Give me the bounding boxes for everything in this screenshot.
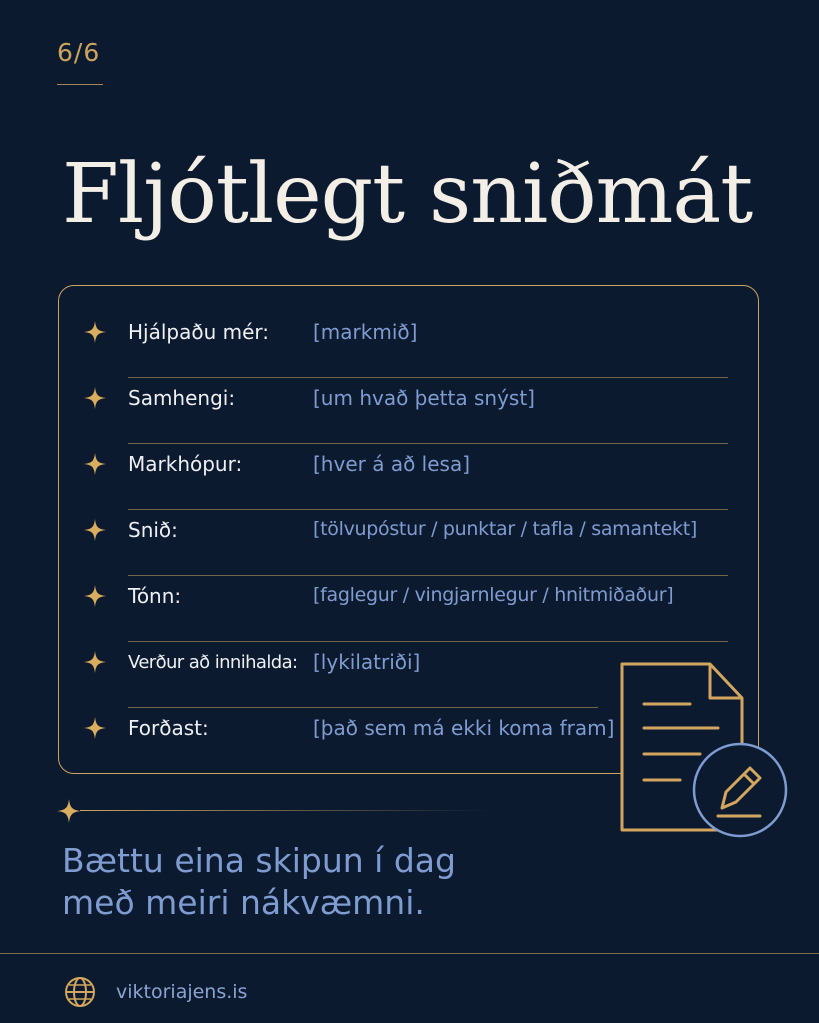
template-row-context [59,366,759,432]
sparkle-icon [83,386,107,410]
row-placeholder: [faglegur / vingjarnlegur / hnitmiðaður] [313,584,674,606]
document-edit-icon [618,662,790,842]
row-label: Forðast: [128,716,209,740]
footer-divider [0,953,819,954]
tagline [62,840,456,924]
row-placeholder: [tölvupóstur / punktar / tafla / samantekt] [313,518,697,540]
row-label: Samhengi: [128,386,236,410]
tagline-line-1: Bættu eina skipun í dag [62,841,456,880]
row-placeholder: [um hvað þetta snýst] [313,386,535,410]
sparkle-icon [83,584,107,608]
section-divider [80,810,490,811]
sparkle-icon [56,798,82,824]
sparkle-icon [83,716,107,740]
sparkle-icon [83,518,107,542]
row-label: Markhópur: [128,452,243,476]
row-placeholder: [hver á að lesa] [313,452,471,476]
row-label: Verður að innihalda: [128,652,298,673]
globe-icon [64,976,96,1008]
row-label: Hjálpaðu mér: [128,320,270,344]
sparkle-icon [83,650,107,674]
row-label: Snið: [128,518,178,542]
template-row-format [59,498,759,564]
sparkle-icon [83,320,107,344]
page-title: Fljótlegt sniðmát [62,147,753,242]
sparkle-icon [83,452,107,476]
template-row-goal [59,300,759,366]
row-placeholder: [það sem má ekki koma fram] [313,716,615,740]
tagline-line-2: með meiri nákvæmni. [62,883,425,922]
row-label: Tónn: [128,584,182,608]
page-counter-underline [57,84,103,85]
website-link[interactable]: viktoriajens.is [116,981,248,1003]
row-placeholder: [markmið] [313,320,418,344]
page-counter: 6/6 [57,38,101,67]
row-placeholder: [lykilatriði] [313,650,421,674]
template-row-tone [59,564,759,630]
template-row-audience [59,432,759,498]
